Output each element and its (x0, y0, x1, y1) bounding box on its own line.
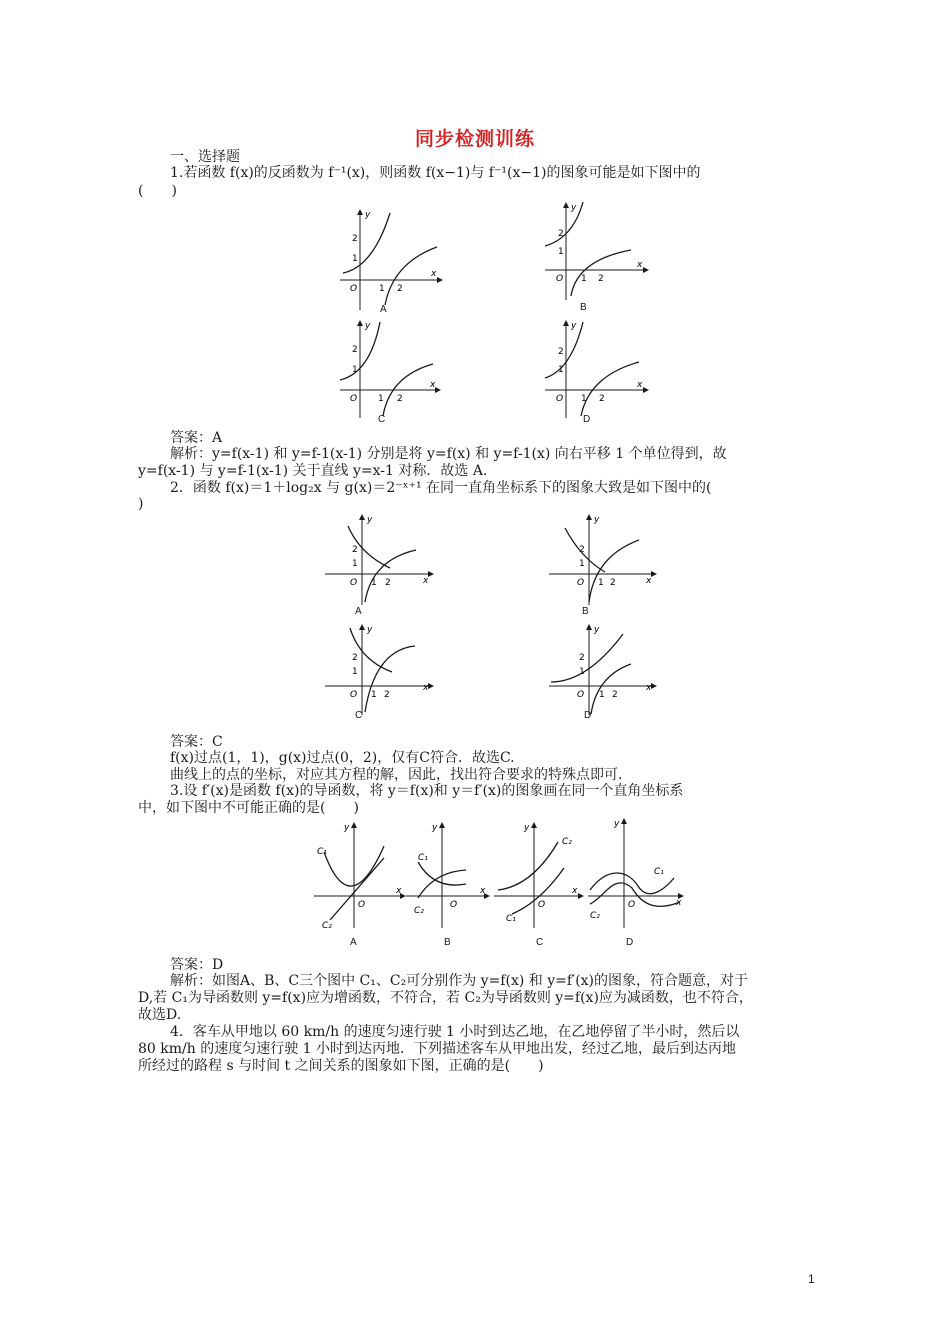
q1-figure-b (543, 200, 653, 313)
question-3-explanation-3: 故选D. (138, 1007, 182, 1023)
origin-label: O (350, 690, 358, 700)
option-label-a: A (350, 937, 357, 948)
axis-y-label: y (524, 823, 530, 833)
tick-x1: 1 (599, 690, 605, 700)
tick-2: 2 (352, 234, 358, 244)
question-3-explanation-2: D,若 C₁为导函数则 y=f(x)应为增函数，不符合，若 C₂为导函数则 y=f(x)应为减函数，也不符合， (138, 990, 753, 1006)
curve-c2-label: C₂ (590, 911, 600, 921)
curve-c1-label: C₁ (654, 867, 664, 877)
q3-figure-c (492, 818, 587, 953)
question-1-answer: 答案：A (170, 430, 223, 446)
tick-x1: 1 (371, 578, 377, 588)
tick-1: 1 (579, 667, 585, 677)
tick-1: 1 (352, 365, 358, 375)
q2-figure-c (320, 620, 435, 730)
axis-y-label: y (365, 321, 371, 331)
curve-c1-label: C₁ (317, 847, 327, 857)
question-2-explanation-2: 曲线上的点的坐标，对应其方程的解，因此，找出符合要求的特殊点即可. (170, 767, 623, 783)
tick-x2: 2 (384, 690, 390, 700)
origin-label: O (538, 900, 546, 910)
tick-x1: 1 (378, 394, 384, 404)
axis-y-label: y (367, 625, 373, 635)
tick-x2: 2 (397, 284, 403, 294)
tick-2: 2 (352, 345, 358, 355)
axis-x-label: x (637, 380, 643, 390)
curve-c2-label: C₂ (322, 921, 332, 931)
q3-figure-d (586, 818, 686, 953)
axis-x-label: x (431, 269, 437, 279)
question-1-text: 1.若函数 f(x)的反函数为 f⁻¹(x)，则函数 f(x−1)与 f⁻¹(x−1)的图象可能是如下图中的 (170, 165, 701, 181)
question-4-text-1: 4．客车从甲地以 60 km/h 的速度匀速行驶 1 小时到达乙地，在乙地停留了半小时，然后以 (170, 1024, 740, 1040)
tick-1: 1 (579, 559, 585, 569)
tick-x2: 2 (397, 394, 403, 404)
origin-label: O (556, 394, 564, 404)
tick-2: 2 (558, 229, 564, 239)
option-label-d: D (583, 414, 591, 425)
question-1-choice-blank: ( ) (138, 183, 177, 199)
q1-figure-a (335, 205, 445, 315)
tick-x2: 2 (610, 578, 616, 588)
tick-x1: 1 (581, 394, 587, 404)
origin-label: O (628, 900, 636, 910)
curve-c1-label: C₁ (506, 914, 516, 924)
option-label-d: D (584, 710, 592, 721)
question-3-text: 3.设 f′(x)是函数 f(x)的导函数，将 y＝f(x)和 y＝f′(x)的图象画在同一个直角坐标系 (170, 783, 684, 799)
q2-figure-b (547, 510, 662, 620)
question-1-explanation-2: y=f(x-1) 与 y=f-1(x-1) 关于直线 y=x-1 对称．故选 A. (138, 463, 488, 479)
question-2-explanation-1: f(x)过点(1，1)，g(x)过点(0，2)，仅有C符合．故选C. (170, 750, 515, 766)
tick-2: 2 (558, 347, 564, 357)
axis-y-label: y (432, 823, 438, 833)
option-label-c: C (355, 710, 363, 721)
axis-x-label: x (646, 576, 652, 586)
tick-2: 2 (579, 545, 585, 555)
question-2-answer: 答案：C (170, 734, 223, 750)
tick-1: 1 (558, 365, 564, 375)
question-2-choice-blank: ) (138, 496, 144, 512)
option-label-a: A (380, 304, 387, 315)
origin-label: O (358, 900, 366, 910)
page-title: 同步检测训练 (414, 128, 535, 150)
tick-1: 1 (352, 254, 358, 264)
axis-x-label: x (480, 886, 486, 896)
question-4-text-2: 80 km/h 的速度匀速行驶 1 小时到达丙地．下列描述客车从甲地出发，经过乙地，最后到达丙地 (138, 1041, 737, 1057)
tick-x1: 1 (581, 274, 587, 284)
question-3-explanation-1: 解析：如图A、B、C三个图中 C₁、C₂可分别作为 y=f(x) 和 y=f′(x)的图象，符合题意，对于 (170, 973, 749, 989)
tick-x1: 1 (379, 284, 385, 294)
tick-1: 1 (558, 247, 564, 257)
axis-y-label: y (594, 625, 600, 635)
axis-x-label: x (572, 886, 578, 896)
tick-2: 2 (352, 545, 358, 555)
option-label-b: B (582, 606, 589, 617)
option-label-b: B (580, 302, 587, 313)
option-label-d: D (626, 937, 634, 948)
tick-1: 1 (352, 559, 358, 569)
q2-figure-a (320, 510, 435, 620)
question-1-explanation-1: 解析：y=f(x-1) 和 y=f-1(x-1) 分别是将 y=f(x) 和 y=f-1(x) 向右平移 1 个单位得到，故 (170, 446, 727, 462)
origin-label: O (350, 284, 358, 294)
q3-figure-b (404, 818, 494, 953)
axis-y-label: y (367, 515, 373, 525)
tick-x2: 2 (612, 690, 618, 700)
axis-x-label: x (423, 576, 429, 586)
origin-label: O (350, 578, 358, 588)
curve-c1-label: C₁ (418, 853, 428, 863)
question-2-text: 2．函数 f(x)＝1＋log₂x 与 g(x)＝2⁻ˣ⁺¹ 在同一直角坐标系下的图象大致是如下图中的( (170, 480, 712, 496)
tick-x2: 2 (385, 578, 391, 588)
q1-figure-d (543, 318, 653, 428)
tick-2: 2 (579, 653, 585, 663)
tick-x1: 1 (371, 690, 377, 700)
axis-y-label: y (344, 823, 350, 833)
option-label-c: C (378, 414, 386, 425)
tick-x2: 2 (599, 394, 605, 404)
axis-y-label: y (571, 203, 577, 213)
q3-figure-a (312, 818, 407, 953)
option-label-b: B (444, 937, 451, 948)
tick-1: 1 (352, 667, 358, 677)
axis-y-label: y (365, 210, 371, 220)
tick-x2: 2 (598, 274, 604, 284)
origin-label: O (556, 274, 564, 284)
axis-x-label: x (396, 886, 402, 896)
origin-label: O (450, 900, 458, 910)
axis-y-label: y (594, 515, 600, 525)
axis-x-label: x (646, 683, 652, 693)
section-heading: 一、选择题 (170, 149, 240, 165)
tick-2: 2 (352, 653, 358, 663)
axis-x-label: x (676, 898, 682, 908)
axis-y-label: y (614, 819, 620, 829)
question-3-answer: 答案：D (170, 957, 224, 973)
option-label-c: C (536, 937, 544, 948)
axis-x-label: x (430, 380, 436, 390)
origin-label: O (577, 690, 585, 700)
curve-c2-label: C₂ (414, 906, 424, 916)
q2-figure-d (547, 620, 662, 730)
question-4-text-3: 所经过的路程 s 与时间 t 之间关系的图象如下图，正确的是( ) (138, 1058, 544, 1074)
curve-c2-label: C₂ (562, 837, 572, 847)
origin-label: O (577, 578, 585, 588)
page-number: 1 (808, 1272, 815, 1286)
q1-figure-c (335, 318, 445, 428)
axis-x-label: x (423, 683, 429, 693)
origin-label: O (350, 394, 358, 404)
tick-x1: 1 (598, 578, 604, 588)
axis-y-label: y (571, 321, 577, 331)
question-3-text-2: 中，如下图中不可能正确的是( ) (138, 800, 359, 816)
option-label-a: A (355, 606, 362, 617)
axis-x-label: x (637, 260, 643, 270)
